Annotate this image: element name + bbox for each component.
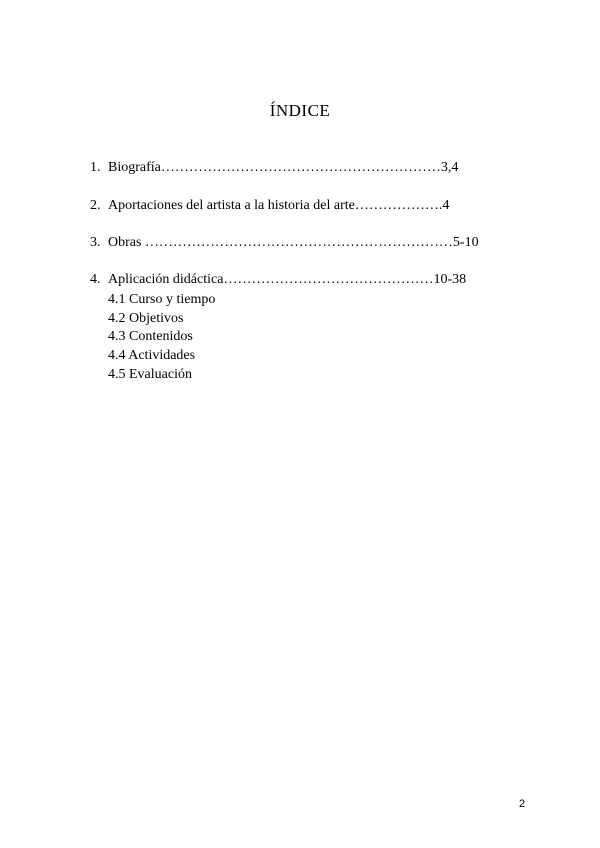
- toc-subentry-evaluacion: 4.5 Evaluación: [108, 367, 192, 382]
- toc-entry-number: 2.: [90, 198, 101, 213]
- toc-entry-aplicacion-didactica: [90, 271, 466, 289]
- page-number: 2: [519, 798, 526, 810]
- toc-entry-text: Obras …………………………………………………………5-10: [108, 235, 479, 250]
- toc-subentry-contenidos: 4.3 Contenidos: [108, 329, 193, 344]
- toc-entry-text: Aplicación didáctica………………………………………10-38: [108, 272, 467, 287]
- toc-subentry-actividades: 4.4 Actividades: [108, 348, 196, 363]
- toc-entry-number: 3.: [90, 235, 101, 250]
- toc-entry-biografia: [90, 159, 458, 177]
- toc-entry-aportaciones: [90, 197, 449, 215]
- toc-entry-text: Biografía……………………………………………………3,4: [108, 160, 459, 175]
- toc-entry-text: Aportaciones del artista a la historia del arte……………….4: [108, 198, 450, 213]
- page-title: ÍNDICE: [269, 101, 331, 120]
- toc-subentry-curso-tiempo: 4.1 Curso y tiempo: [108, 292, 216, 307]
- toc-entry-number: 4.: [90, 272, 101, 287]
- toc-entry-number: 1.: [90, 160, 101, 175]
- toc-subentry-objetivos: 4.2 Objetivos: [108, 311, 184, 326]
- toc-entry-obras: [90, 234, 479, 252]
